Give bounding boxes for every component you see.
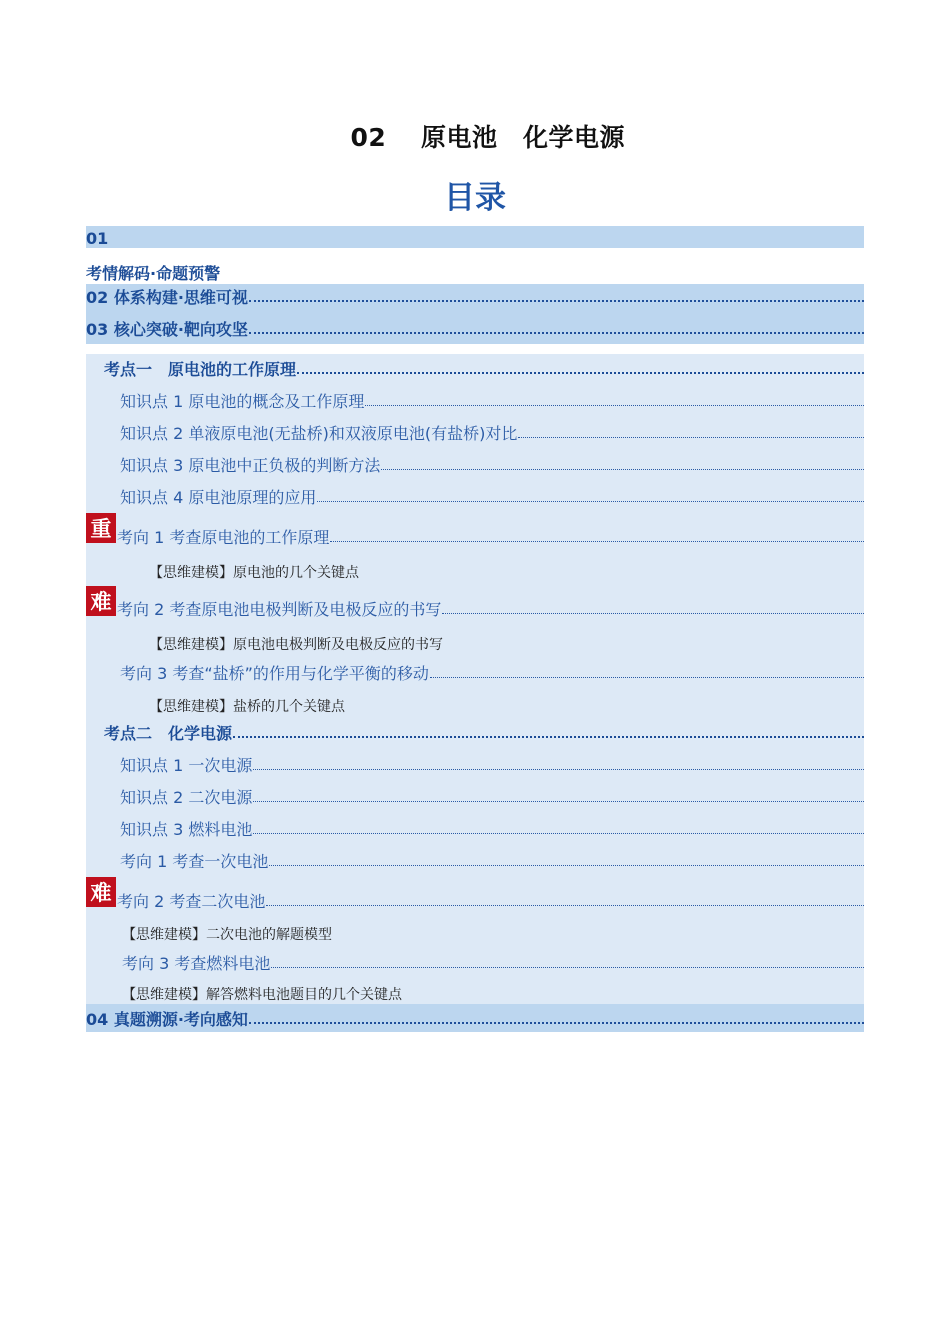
toc-kaoxiang-1-1[interactable] <box>86 508 864 548</box>
item-label: 知识点 3 燃料电池 <box>120 820 253 839</box>
toc-item[interactable] <box>86 380 864 412</box>
toc-kaoxiang-1-2[interactable] <box>86 582 864 620</box>
toc-kaoxiang-1-3[interactable] <box>86 654 864 684</box>
dot-leader <box>381 469 864 470</box>
toc-item[interactable] <box>86 444 864 476</box>
toc-kaoxiang-2-3[interactable] <box>86 944 864 974</box>
toc-subsection-block <box>86 354 864 1004</box>
item-label: 考向 1 考查一次电池 <box>120 852 269 871</box>
dot-leader <box>233 736 864 738</box>
model-label: 【思维建模】原电池电极判断及电极反应的书写 <box>149 637 443 653</box>
dot-leader <box>253 769 864 770</box>
item-label: 知识点 1 一次电源 <box>120 756 253 775</box>
item-label: 知识点 4 原电池原理的应用 <box>120 488 317 507</box>
kaodian-label: 考点一 原电池的工作原理 <box>104 360 297 379</box>
dot-leader <box>365 405 864 406</box>
toc-kaodian-2[interactable] <box>86 716 864 744</box>
difficult-point-badge: 难 <box>86 586 116 616</box>
dot-leader <box>249 332 864 334</box>
toc-section-02[interactable] <box>86 284 864 308</box>
item-label: 考向 1 考查原电池的工作原理 <box>117 528 330 547</box>
toc-kaodian-1[interactable] <box>86 354 864 380</box>
dot-leader <box>442 613 864 614</box>
item-label: 知识点 3 原电池中正负极的判断方法 <box>120 456 381 475</box>
toc-model[interactable] <box>86 548 864 582</box>
dot-leader <box>249 300 864 302</box>
toc-model[interactable] <box>86 684 864 716</box>
item-label: 考向 3 考查燃料电池 <box>122 954 271 973</box>
item-label: 知识点 2 二次电源 <box>120 788 253 807</box>
section-label: 04 真题溯源·考向感知 <box>86 1010 248 1029</box>
model-label: 【思维建模】解答燃料电池题目的几个关键点 <box>122 987 402 1003</box>
dot-leader <box>269 865 864 866</box>
model-label: 【思维建模】盐桥的几个关键点 <box>149 699 345 715</box>
dot-leader <box>317 501 864 502</box>
difficult-point-badge: 难 <box>86 877 116 907</box>
toc-item[interactable] <box>86 776 864 808</box>
item-label: 知识点 1 原电池的概念及工作原理 <box>120 392 365 411</box>
item-label: 考向 2 考查原电池电极判断及电极反应的书写 <box>117 600 442 619</box>
toc-item[interactable] <box>86 412 864 444</box>
toc-section-04[interactable] <box>86 1004 864 1032</box>
toc-heading: 目录 <box>444 180 506 216</box>
dot-leader <box>271 967 864 968</box>
toc-model[interactable] <box>86 974 864 1004</box>
section-label: 02 体系构建·思维可视 <box>86 288 248 307</box>
toc-item[interactable] <box>86 476 864 508</box>
section-label: 考情解码·命题预警 <box>86 264 221 283</box>
dot-leader <box>253 833 864 834</box>
toc-item[interactable] <box>86 808 864 840</box>
item-label: 知识点 2 单液原电池(无盐桥)和双液原电池(有盐桥)对比 <box>120 424 518 443</box>
dot-leader <box>253 801 864 802</box>
toc-item[interactable] <box>86 744 864 776</box>
model-label: 【思维建模】原电池的几个关键点 <box>149 565 359 581</box>
dot-leader <box>330 541 864 542</box>
toc-section-03[interactable] <box>86 314 864 344</box>
toc-section-01[interactable] <box>86 226 864 248</box>
toc-kaoxiang-2-2[interactable] <box>86 872 864 912</box>
section-label: 03 核心突破·靶向攻坚 <box>86 320 248 339</box>
table-of-contents <box>86 226 864 1032</box>
toc-item[interactable] <box>86 840 864 872</box>
dot-leader <box>266 905 864 906</box>
item-label: 考向 3 考查“盐桥”的作用与化学平衡的移动 <box>120 664 429 683</box>
toc-model[interactable] <box>86 912 864 944</box>
item-label: 考向 2 考查二次电池 <box>117 892 266 911</box>
toc-section-01-label[interactable] <box>86 248 864 284</box>
dot-leader <box>249 1022 864 1024</box>
dot-leader <box>430 677 864 678</box>
model-label: 【思维建模】二次电池的解题模型 <box>122 927 332 943</box>
section-number: 01 <box>86 229 109 248</box>
toc-model[interactable] <box>86 620 864 654</box>
dot-leader <box>297 372 864 374</box>
key-point-badge: 重 <box>86 513 116 543</box>
kaodian-label: 考点二 化学电源 <box>104 724 233 743</box>
document-title: 02 原电池 化学电源 <box>325 123 625 152</box>
dot-leader <box>518 437 864 438</box>
